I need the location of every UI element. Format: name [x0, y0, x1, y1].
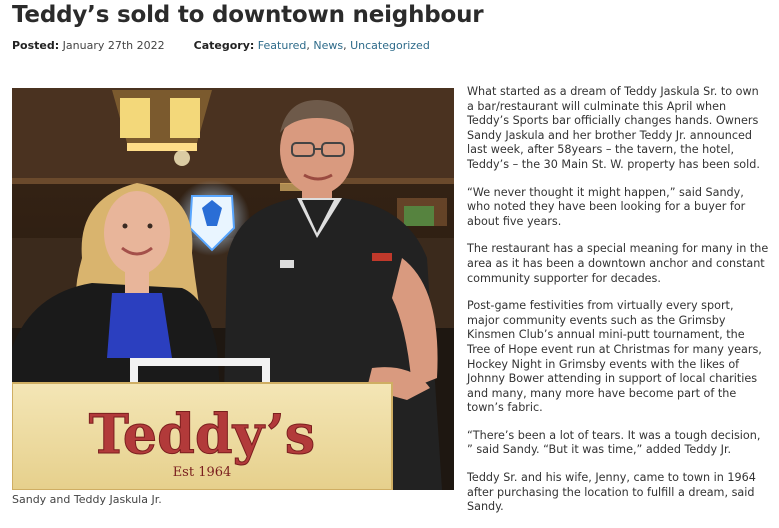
category-label: Category: [193, 39, 255, 52]
article-title: Teddy’s sold to downtown neighbour [12, 2, 484, 28]
article-paragraph: Teddy Sr. and his wife, Jenny, came to town in 1964 after purchasing the location to fulfill a dream, said Sandy. [467, 471, 756, 514]
article-paragraph: Post-game festivities from virtually every sport, major community events such as the Grimsby Kinsmen Club’s annual mini-putt tournament, the Tree of Hope event run at Christmas for many years, Hockey Night in Grimsby events with the likes of Johnny Bower attending in support of local charities and many, many more have become part of the town’s fabric. [467, 299, 762, 415]
posted-label: Posted: [12, 39, 60, 52]
article-photo [12, 88, 454, 490]
article-paragraph: “We never thought it might happen,” said Sandy, who noted they have been looking for a buyer for about five years. [467, 185, 746, 228]
article-body [467, 85, 769, 528]
sign-est-text: Est 1964 [172, 465, 232, 480]
article-paragraph: What started as a dream of Teddy Jaskula Sr. to own a bar/restaurant will culminate this April when Teddy’s Sports bar officially changes hands. Owners Sandy Jaskula and her brother Teddy Jr. announced last week, after 58years – the tavern, the hotel, Teddy’s – the 30 Main St. W. property has been sold. [467, 85, 760, 171]
category-link-featured[interactable]: Featured [257, 39, 307, 52]
posted-date: January 27th 2022 [62, 39, 165, 52]
sign-text: Teddy’s [88, 402, 316, 466]
post-meta: Posted: January 27th 2022 Category: Featured, News, Uncategorized [12, 39, 430, 52]
ceiling [12, 88, 454, 183]
category-link-news[interactable]: News [313, 39, 344, 52]
category-link-uncategorized[interactable]: Uncategorized [350, 39, 430, 52]
article-paragraph: The restaurant has a special meaning for many in the area as it has been a downtown anchor and constant community supporter for decades. [467, 242, 769, 285]
photo-caption: Sandy and Teddy Jaskula Jr. [12, 493, 162, 506]
article-paragraph: “There’s been a lot of tears. It was a tough decision, ” said Sandy. “But it was time,” added Teddy Jr. [467, 428, 761, 457]
